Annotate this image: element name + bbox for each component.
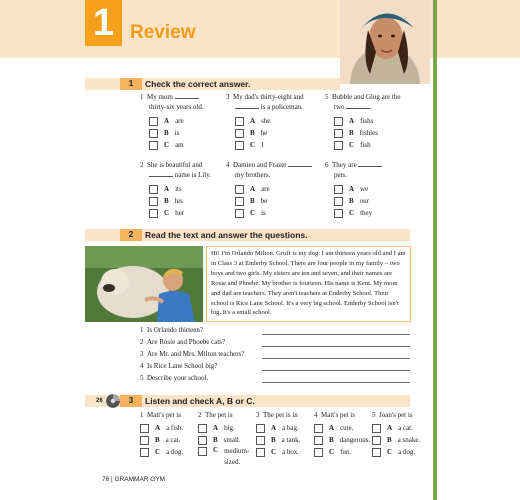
listening-question-1: 1 Matt's pet is A a fish. B a cat. C a dog. (140, 411, 184, 456)
answer-line-3[interactable] (262, 358, 410, 359)
question-6 (325, 160, 382, 219)
reading-question-1: 1 Is Orlando thirteen? (140, 326, 203, 334)
checkbox[interactable] (149, 141, 158, 150)
option-c[interactable]: C a dog. (372, 446, 420, 458)
checkbox[interactable] (334, 129, 343, 138)
question-number: 6 (325, 161, 329, 169)
checkbox[interactable] (372, 436, 381, 445)
checkbox[interactable] (256, 436, 265, 445)
page-title: Review (130, 22, 196, 43)
option-a[interactable]: A a fish. (140, 422, 183, 434)
checkbox[interactable] (372, 424, 381, 433)
checkbox[interactable] (334, 197, 343, 206)
section-3-number: 3 (120, 395, 142, 407)
checkbox[interactable] (314, 448, 323, 457)
option-a[interactable]: A a cat. (372, 422, 420, 434)
option-c[interactable]: C a box. (256, 446, 300, 458)
option-b[interactable]: B is (149, 127, 204, 139)
listening-question-2: 2 The pet is A big. B small. C medium-sized. (198, 410, 254, 468)
answer-line-5[interactable] (262, 382, 410, 383)
header-band (0, 0, 520, 58)
option-c[interactable]: C fish (334, 139, 400, 151)
option-a[interactable]: A big. (198, 422, 254, 434)
question-text: She is beautiful and (147, 161, 203, 169)
option-c[interactable]: C am (149, 139, 204, 151)
option-c[interactable]: C a dog. (140, 446, 183, 458)
checkbox[interactable] (235, 129, 244, 138)
unit-number-badge: 1 (85, 0, 122, 46)
question-number: 5 (325, 93, 329, 101)
reading-question-4: 4 Is Rice Lane School big? (140, 362, 218, 370)
option-c[interactable]: C I (235, 139, 304, 151)
option-b[interactable]: B he (235, 127, 304, 139)
option-a[interactable]: A are (235, 183, 312, 195)
checkbox[interactable] (235, 117, 244, 126)
checkbox[interactable] (314, 436, 323, 445)
answer-blank (149, 170, 173, 177)
boy-and-dog-photo (85, 246, 203, 322)
audio-track-number: 26 (96, 398, 103, 404)
reading-passage: Hi! I'm Orlando Milton. Gruff is my dog. I am thirteen years old and I am in Class 3 at Enderby School. There are four people in my family – two boys and two girls. My sisters are ten and seven, and their names are Rosie and Phoebe. My brother is fourteen. His name is Kent. My mom and dad are teachers. They aren't teachers at Enderby School. Their school is Rice Lane School. It's a very big school. Enderby School isn't big. It's a small school. (206, 246, 411, 322)
option-a[interactable]: A its (149, 183, 211, 195)
listening-question-5: 5 Joan's pet is A a cat. B a snake. C a dog. (372, 411, 421, 456)
checkbox[interactable] (334, 209, 343, 218)
reading-question-2: 2 Are Rosie and Phoebe cats? (140, 338, 226, 346)
checkbox[interactable] (198, 436, 207, 445)
answer-blank (288, 160, 312, 167)
answer-blank (235, 102, 259, 109)
option-b[interactable]: B a snake. (372, 434, 420, 446)
page-footer: 76 | GRAMMAR GYM (102, 476, 166, 483)
option-b[interactable]: B our (334, 195, 382, 207)
answer-line-2[interactable] (262, 346, 410, 347)
question-2 (140, 160, 211, 219)
question-text-line2: two (334, 103, 345, 111)
question-1 (140, 92, 204, 151)
reading-question-5: 5 Describe your school. (140, 374, 209, 382)
option-b[interactable]: B small. (198, 434, 254, 446)
section-2-title: Read the text and answer the questions. (145, 230, 308, 240)
question-text: Bubble and Glug are the (332, 93, 401, 101)
checkbox[interactable] (334, 185, 343, 194)
reading-question-3: 3 Are Mr. and Mrs. Milton teachers? (140, 350, 245, 358)
option-b[interactable]: B fishies (334, 127, 400, 139)
answer-line-1[interactable] (262, 334, 410, 335)
question-text-line2: my brothers. (235, 171, 271, 179)
option-a[interactable]: A cute. (314, 422, 370, 434)
question-number: 1 (140, 93, 144, 101)
page-edge-strip (433, 0, 437, 500)
question-text-line2: thirty-six years old. (149, 103, 204, 111)
answer-line-4[interactable] (262, 370, 410, 371)
checkbox[interactable] (140, 448, 149, 457)
option-c[interactable]: C they (334, 207, 382, 219)
checkbox[interactable] (140, 436, 149, 445)
option-b[interactable]: B be (235, 195, 312, 207)
section-1-title: Check the correct answer. (145, 79, 251, 89)
option-b[interactable]: B a cat. (140, 434, 183, 446)
question-text-line2: name is Lily. (174, 171, 212, 179)
option-a[interactable]: A she (235, 115, 304, 127)
question-text: My mom (147, 93, 173, 101)
checkbox[interactable] (149, 117, 158, 126)
checkbox[interactable] (235, 197, 244, 206)
option-b[interactable]: B dangerous. (314, 434, 370, 446)
checkbox[interactable] (149, 129, 158, 138)
answer-blank (346, 102, 370, 109)
question-4 (226, 160, 312, 219)
option-b[interactable]: B a tank. (256, 434, 300, 446)
checkbox[interactable] (334, 117, 343, 126)
section-2-number: 2 (120, 229, 142, 241)
audio-cd-icon[interactable] (106, 393, 120, 409)
option-c[interactable]: C her (149, 207, 211, 219)
checkbox[interactable] (256, 448, 265, 457)
girl-photo (340, 0, 430, 84)
option-c[interactable]: C medium-sized. (198, 446, 254, 468)
answer-blank (175, 92, 199, 99)
question-3 (226, 92, 304, 151)
question-text: My dad's thirty-eight and (233, 93, 304, 101)
listening-question-4: 4 Matt's pet is A cute. B dangerous. C fun. (314, 411, 371, 456)
option-a[interactable]: A we (334, 183, 382, 195)
question-text: They are (332, 161, 357, 169)
question-text-line2: is a policeman. (260, 103, 303, 111)
checkbox[interactable] (235, 141, 244, 150)
checkbox[interactable] (372, 448, 381, 457)
checkbox[interactable] (149, 197, 158, 206)
checkbox[interactable] (314, 424, 323, 433)
checkbox[interactable] (198, 424, 207, 433)
question-text: Damien and Frazer (233, 161, 287, 169)
checkbox[interactable] (235, 209, 244, 218)
checkbox[interactable] (334, 141, 343, 150)
checkbox[interactable] (198, 447, 207, 456)
question-5: 5 Bubble and Glug are the two . A fishs B fishies C fish (325, 93, 401, 149)
checkbox[interactable] (235, 185, 244, 194)
option-c[interactable]: C is (235, 207, 312, 219)
option-b[interactable]: B his (149, 195, 211, 207)
question-text-line2: pets. (334, 171, 348, 179)
option-c[interactable]: C fun. (314, 446, 370, 458)
option-a[interactable]: A a bag. (256, 422, 300, 434)
listening-question-3: 3 The pet is in A a bag. B a tank. C a box. (256, 411, 301, 456)
checkbox[interactable] (149, 209, 158, 218)
checkbox[interactable] (149, 185, 158, 194)
section-3-title: Listen and check A, B or C. (145, 396, 255, 406)
option-a[interactable]: A are (149, 115, 204, 127)
answer-blank (358, 160, 382, 167)
checkbox[interactable] (256, 424, 265, 433)
option-a[interactable]: A fishs (334, 115, 400, 127)
question-number: 2 (140, 161, 144, 169)
checkbox[interactable] (140, 424, 149, 433)
question-number: 3 (226, 93, 230, 101)
question-number: 4 (226, 161, 230, 169)
section-1-number: 1 (120, 78, 142, 90)
